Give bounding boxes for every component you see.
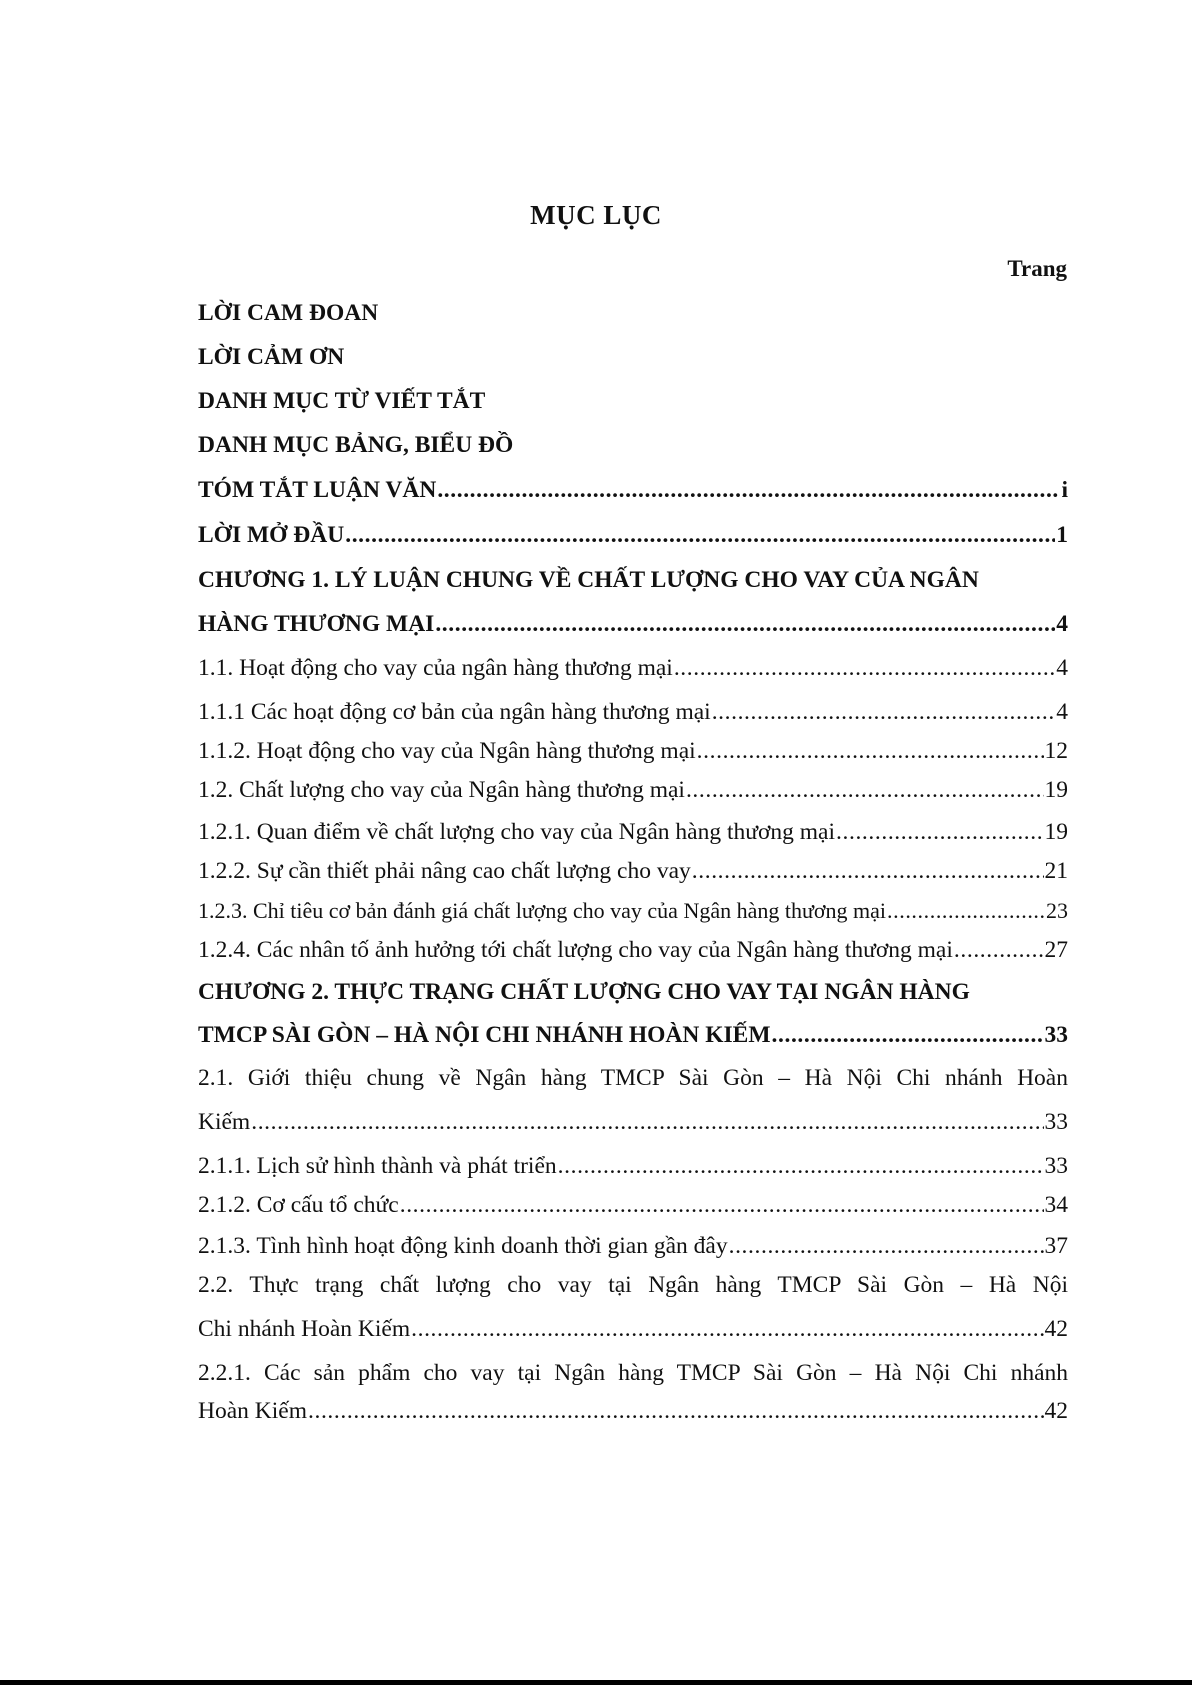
toc-entry-page: 27 xyxy=(1044,937,1068,963)
dot-leader xyxy=(400,1190,1044,1220)
toc-entry[interactable] xyxy=(198,1358,1068,1388)
toc-entry[interactable] xyxy=(198,298,1068,328)
toc-entry-title: 2.1.3. Tình hình hoạt động kinh doanh thời gian gần đây xyxy=(198,1233,728,1259)
toc-entry-title-line1: CHƯƠNG 1. LÝ LUẬN CHUNG VỀ CHẤT LƯỢNG CHO VAY CỦA NGÂN xyxy=(198,567,979,593)
toc-entry-title: Chi nhánh Hoàn Kiếm xyxy=(198,1316,411,1342)
toc-entry-cont[interactable] xyxy=(198,1396,1068,1426)
toc-chapter-entry[interactable] xyxy=(198,565,1068,595)
toc-entry[interactable] xyxy=(198,697,1068,727)
dot-leader xyxy=(692,856,1044,886)
toc-entry-title-line1: 2.2. Thực trạng chất lượng cho vay tại Ngân hàng TMCP Sài Gòn – Hà Nội xyxy=(198,1272,1068,1298)
toc-entry-page: 1 xyxy=(1056,522,1068,548)
toc-entry[interactable] xyxy=(198,653,1068,683)
toc-entry-page: 33 xyxy=(1044,1153,1068,1179)
toc-entry-title: LỜI MỞ ĐẦU xyxy=(198,522,345,548)
toc-entry-page: 4 xyxy=(1056,655,1068,681)
toc-entry-cont[interactable] xyxy=(198,1314,1068,1344)
toc-entry[interactable] xyxy=(198,775,1068,805)
dot-leader xyxy=(308,1396,1044,1426)
toc-entry-title: 1.2. Chất lượng cho vay của Ngân hàng thương mại xyxy=(198,777,685,803)
toc-entry-title: 2.1.1. Lịch sử hình thành và phát triển xyxy=(198,1153,557,1179)
toc-entry-title: HÀNG THƯƠNG MẠI xyxy=(198,611,435,637)
toc-entry-title: 1.1.1 Các hoạt động cơ bản của ngân hàng thương mại xyxy=(198,699,711,725)
dot-leader xyxy=(686,775,1044,805)
toc-entry[interactable] xyxy=(198,1190,1068,1220)
dot-leader xyxy=(437,475,1060,505)
dot-leader xyxy=(411,1314,1043,1344)
dot-leader xyxy=(729,1231,1044,1261)
dot-leader xyxy=(887,896,1045,926)
toc-entry[interactable] xyxy=(198,1063,1068,1093)
page-title: MỤC LỤC xyxy=(530,200,662,230)
toc-entry[interactable] xyxy=(198,896,1068,926)
dot-leader xyxy=(674,653,1055,683)
dot-leader xyxy=(772,1020,1044,1050)
toc-entry-title: TÓM TẮT LUẬN VĂN xyxy=(198,477,437,503)
toc-entry-title: 2.1.2. Cơ cấu tổ chức xyxy=(198,1192,399,1218)
toc-entry-title: DANH MỤC TỪ VIẾT TẮT xyxy=(198,388,486,414)
toc-entry[interactable] xyxy=(198,1151,1068,1181)
dot-leader xyxy=(345,520,1055,550)
toc-entry[interactable] xyxy=(198,935,1068,965)
dot-leader xyxy=(558,1151,1044,1181)
toc-entry-page: 33 xyxy=(1044,1022,1068,1048)
toc-entry-page: 12 xyxy=(1044,738,1068,764)
toc-chapter-entry[interactable] xyxy=(198,977,1068,1007)
toc-entry[interactable] xyxy=(198,520,1068,550)
toc-entry-title: DANH MỤC BẢNG, BIỂU ĐỒ xyxy=(198,432,514,458)
page-bottom-edge xyxy=(0,1680,1192,1685)
toc-entry[interactable] xyxy=(198,1270,1068,1300)
toc-entry-page: 21 xyxy=(1044,858,1068,884)
toc-chapter-entry-cont[interactable] xyxy=(198,1020,1068,1050)
toc-entry-title-line1: CHƯƠNG 2. THỰC TRẠNG CHẤT LƯỢNG CHO VAY TẠI NGÂN HÀNG xyxy=(198,979,970,1005)
toc-entry[interactable] xyxy=(198,386,1068,416)
toc-entry[interactable] xyxy=(198,1231,1068,1261)
toc-entry-page: 4 xyxy=(1056,699,1068,725)
toc-entry-title-line1: 2.2.1. Các sản phẩm cho vay tại Ngân hàng TMCP Sài Gòn – Hà Nội Chi nhánh xyxy=(198,1360,1068,1386)
toc-entry-title: LỜI CẢM ƠN xyxy=(198,344,345,370)
dot-leader xyxy=(712,697,1056,727)
dot-leader xyxy=(836,817,1043,847)
toc-entry-page: 42 xyxy=(1044,1398,1068,1424)
dot-leader xyxy=(954,935,1044,965)
toc-entry-page: 42 xyxy=(1044,1316,1068,1342)
toc-entry-title: 1.2.4. Các nhân tố ảnh hưởng tới chất lượng cho vay của Ngân hàng thương mại xyxy=(198,937,953,963)
toc-entry-title: 1.2.1. Quan điểm về chất lượng cho vay của Ngân hàng thương mại xyxy=(198,819,836,845)
toc-entry-page: 23 xyxy=(1046,898,1068,923)
dot-leader xyxy=(435,609,1055,639)
toc-entry-cont[interactable] xyxy=(198,1107,1068,1137)
toc-entry[interactable] xyxy=(198,736,1068,766)
toc-entry-title: Hoàn Kiếm xyxy=(198,1398,307,1424)
toc-entry-page: 33 xyxy=(1044,1109,1068,1135)
toc-entry-title: TMCP SÀI GÒN – HÀ NỘI CHI NHÁNH HOÀN KIẾM xyxy=(198,1022,771,1048)
dot-leader xyxy=(251,1107,1043,1137)
toc-entry[interactable] xyxy=(198,856,1068,886)
toc-entry[interactable] xyxy=(198,430,1068,460)
toc-entry-page: 4 xyxy=(1056,611,1068,637)
page-column-label: Trang xyxy=(1007,256,1067,281)
toc-entry-title-line1: 2.1. Giới thiệu chung về Ngân hàng TMCP Sài Gòn – Hà Nội Chi nhánh Hoàn xyxy=(198,1065,1068,1091)
toc-entry-page: i xyxy=(1061,477,1068,503)
toc-entry-title: 1.1.2. Hoạt động cho vay của Ngân hàng thương mại xyxy=(198,738,696,764)
toc-entry[interactable] xyxy=(198,475,1068,505)
toc-entry-page: 34 xyxy=(1044,1192,1068,1218)
toc-entry-title: Kiếm xyxy=(198,1109,251,1135)
toc-entry-title: LỜI CAM ĐOAN xyxy=(198,300,379,326)
toc-entry[interactable] xyxy=(198,817,1068,847)
toc-entry-page: 19 xyxy=(1044,777,1068,803)
toc-entry-title: 1.1. Hoạt động cho vay của ngân hàng thương mại xyxy=(198,655,673,681)
toc-entry-page: 37 xyxy=(1044,1233,1068,1259)
toc-entry-title: 1.2.2. Sự cần thiết phải nâng cao chất lượng cho vay xyxy=(198,858,691,884)
toc-entry-page: 19 xyxy=(1044,819,1068,845)
toc-entry[interactable] xyxy=(198,342,1068,372)
dot-leader xyxy=(697,736,1044,766)
toc-chapter-entry-cont[interactable] xyxy=(198,609,1068,639)
toc-entry-title: 1.2.3. Chỉ tiêu cơ bản đánh giá chất lượng cho vay của Ngân hàng thương mại xyxy=(198,898,887,923)
